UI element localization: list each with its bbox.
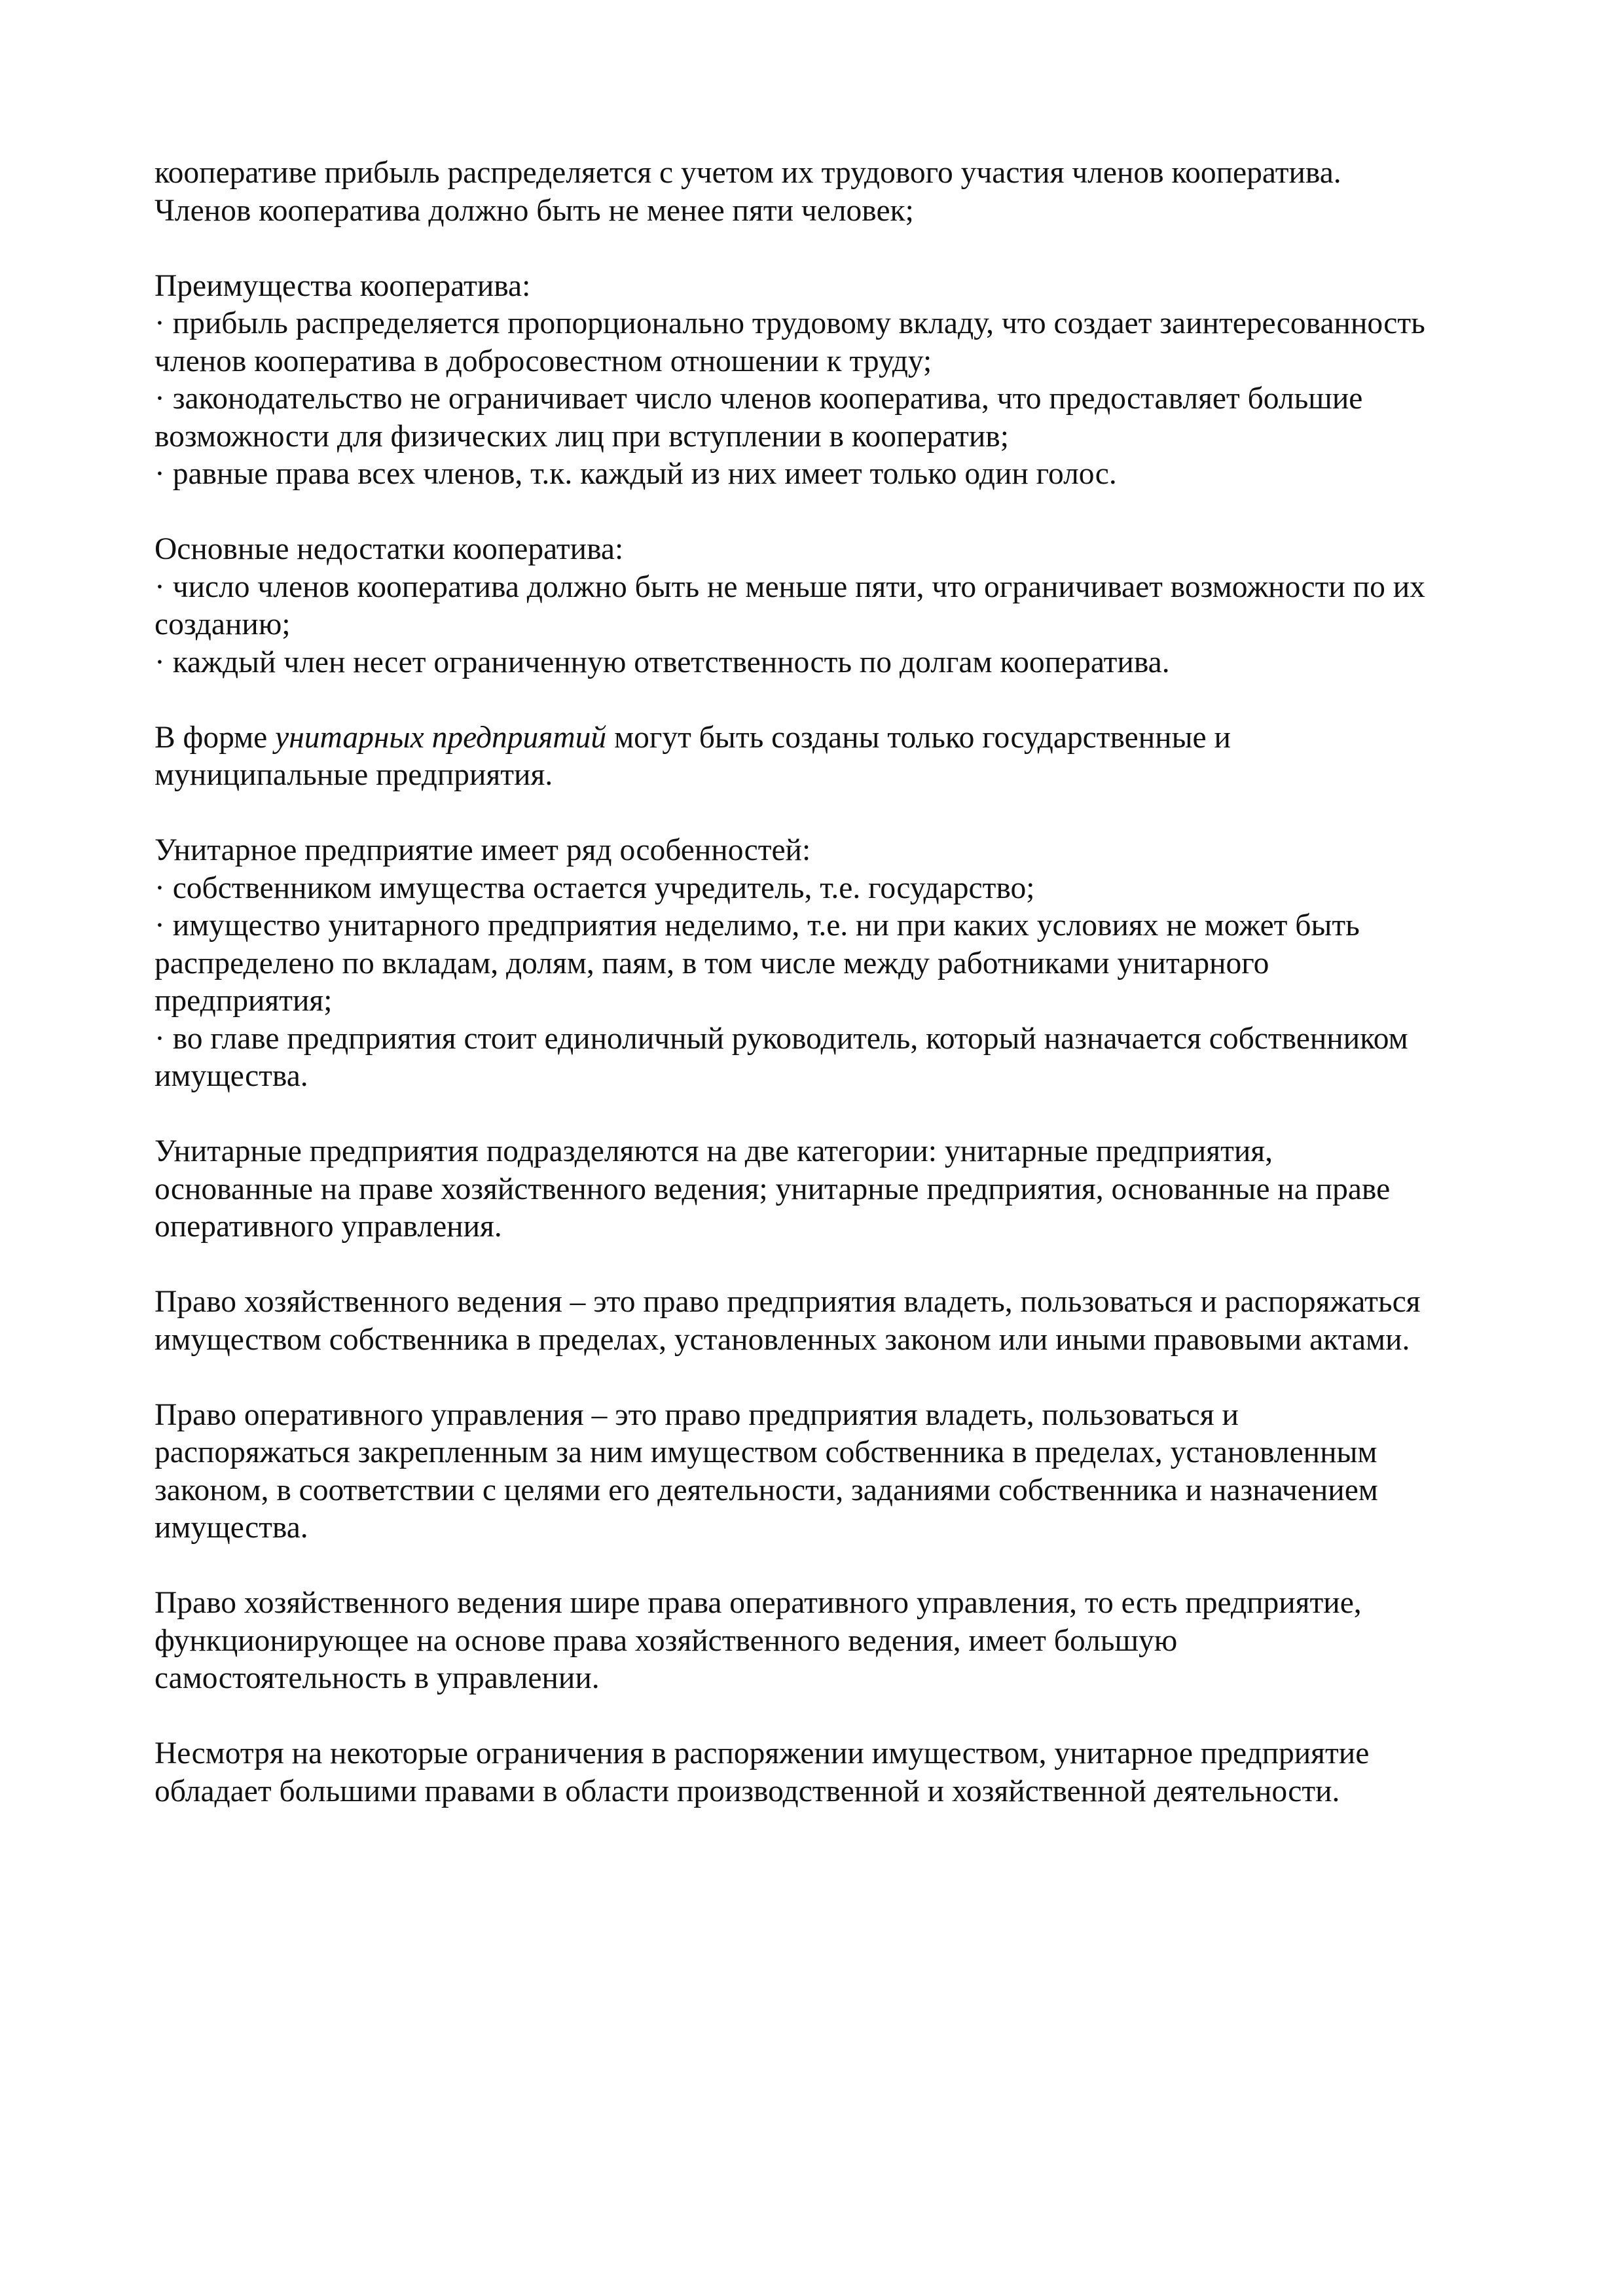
text-line: предприятия; bbox=[155, 984, 333, 1018]
text-line: распределено по вкладам, долям, паям, в том числе между работниками унитарного bbox=[155, 946, 1269, 980]
document-body bbox=[155, 154, 1556, 1848]
paragraph-unitary-form bbox=[155, 719, 1556, 795]
text-line: самостоятельность в управлении. bbox=[155, 1661, 600, 1695]
text-line: · законодательство не ограничивает число членов кооператива, что предоставляет большие bbox=[155, 382, 1363, 416]
paragraph-unitary-features bbox=[155, 832, 1556, 1096]
paragraph-economic-management bbox=[155, 1283, 1556, 1359]
text-fragment: В форме bbox=[155, 720, 276, 755]
text-line: распоряжаться закрепленным за ним имуществом собственника в пределах, установленным bbox=[155, 1435, 1377, 1469]
text-line: имуществом собственника в пределах, установленных законом или иными правовыми актами. bbox=[155, 1322, 1410, 1357]
text-line: · имущество унитарного предприятия неделимо, т.е. ни при каких условиях не может быть bbox=[155, 908, 1360, 942]
section-heading-advantages: Преимущества кооператива: bbox=[155, 268, 531, 303]
text-line: законом, в соответствии с целями его деятельности, заданиями собственника и назначением bbox=[155, 1473, 1378, 1507]
paragraph-operational-management bbox=[155, 1397, 1556, 1547]
text-line: основанные на праве хозяйственного ведения; унитарные предприятия, основанные на праве bbox=[155, 1172, 1391, 1206]
text-line: созданию; bbox=[155, 607, 291, 641]
text-line: Право оперативного управления – это право предприятия владеть, пользоваться и bbox=[155, 1397, 1239, 1432]
paragraph-advantages bbox=[155, 268, 1556, 493]
text-line: Право хозяйственного ведения шире права оперативного управления, то есть предприятие, bbox=[155, 1586, 1362, 1620]
section-heading-unitary-features: Унитарное предприятие имеет ряд особенностей: bbox=[155, 833, 811, 867]
text-line: муниципальные предприятия. bbox=[155, 758, 553, 792]
text-line: Членов кооператива должно быть не менее пяти человек; bbox=[155, 193, 914, 228]
paragraph-comparison bbox=[155, 1585, 1556, 1698]
text-line: имущества. bbox=[155, 1511, 308, 1545]
text-line: · число членов кооператива должно быть не меньше пяти, что ограничивает возможности по их bbox=[155, 569, 1425, 604]
text-line: возможности для физических лиц при вступлении в кооператив; bbox=[155, 419, 1009, 454]
text-line: имущества. bbox=[155, 1059, 308, 1093]
text-line: кооперативе прибыль распределяется с учетом их трудового участия членов кооператива. bbox=[155, 156, 1341, 190]
text-fragment: могут быть созданы только государственные и bbox=[606, 720, 1231, 755]
paragraph-disadvantages bbox=[155, 531, 1556, 681]
text-line: обладает большими правами в области производственной и хозяйственной деятельности. bbox=[155, 1774, 1340, 1808]
paragraph-categories bbox=[155, 1133, 1556, 1246]
text-line: · равные права всех членов, т.к. каждый из них имеет только один голос. bbox=[155, 457, 1117, 491]
text-line: · каждый член несет ограниченную ответственность по долгам кооператива. bbox=[155, 645, 1170, 679]
italic-term: унитарных предприятий bbox=[275, 720, 607, 755]
text-line: оперативного управления. bbox=[155, 1210, 502, 1244]
text-line: Унитарные предприятия подразделяются на две категории: унитарные предприятия, bbox=[155, 1134, 1273, 1168]
text-line: Несмотря на некоторые ограничения в распоряжении имуществом, унитарное предприятие bbox=[155, 1736, 1370, 1770]
section-heading-disadvantages: Основные недостатки кооператива: bbox=[155, 532, 624, 566]
text-line: · прибыль распределяется пропорционально трудовому вкладу, что создает заинтересованность bbox=[155, 306, 1425, 340]
text-line: Право хозяйственного ведения – это право предприятия владеть, пользоваться и распоряжаться bbox=[155, 1285, 1421, 1319]
paragraph-cooperative-profit bbox=[155, 154, 1556, 230]
text-line: функционирующее на основе права хозяйственного ведения, имеет большую bbox=[155, 1623, 1178, 1658]
paragraph-conclusion bbox=[155, 1735, 1556, 1810]
text-line: · во главе предприятия стоит единоличный руководитель, который назначается собственником bbox=[155, 1021, 1408, 1056]
text-line bbox=[155, 719, 1556, 757]
text-line: членов кооператива в добросовестном отношении к труду; bbox=[155, 344, 932, 378]
text-line: · собственником имущества остается учредитель, т.е. государство; bbox=[155, 870, 1035, 905]
